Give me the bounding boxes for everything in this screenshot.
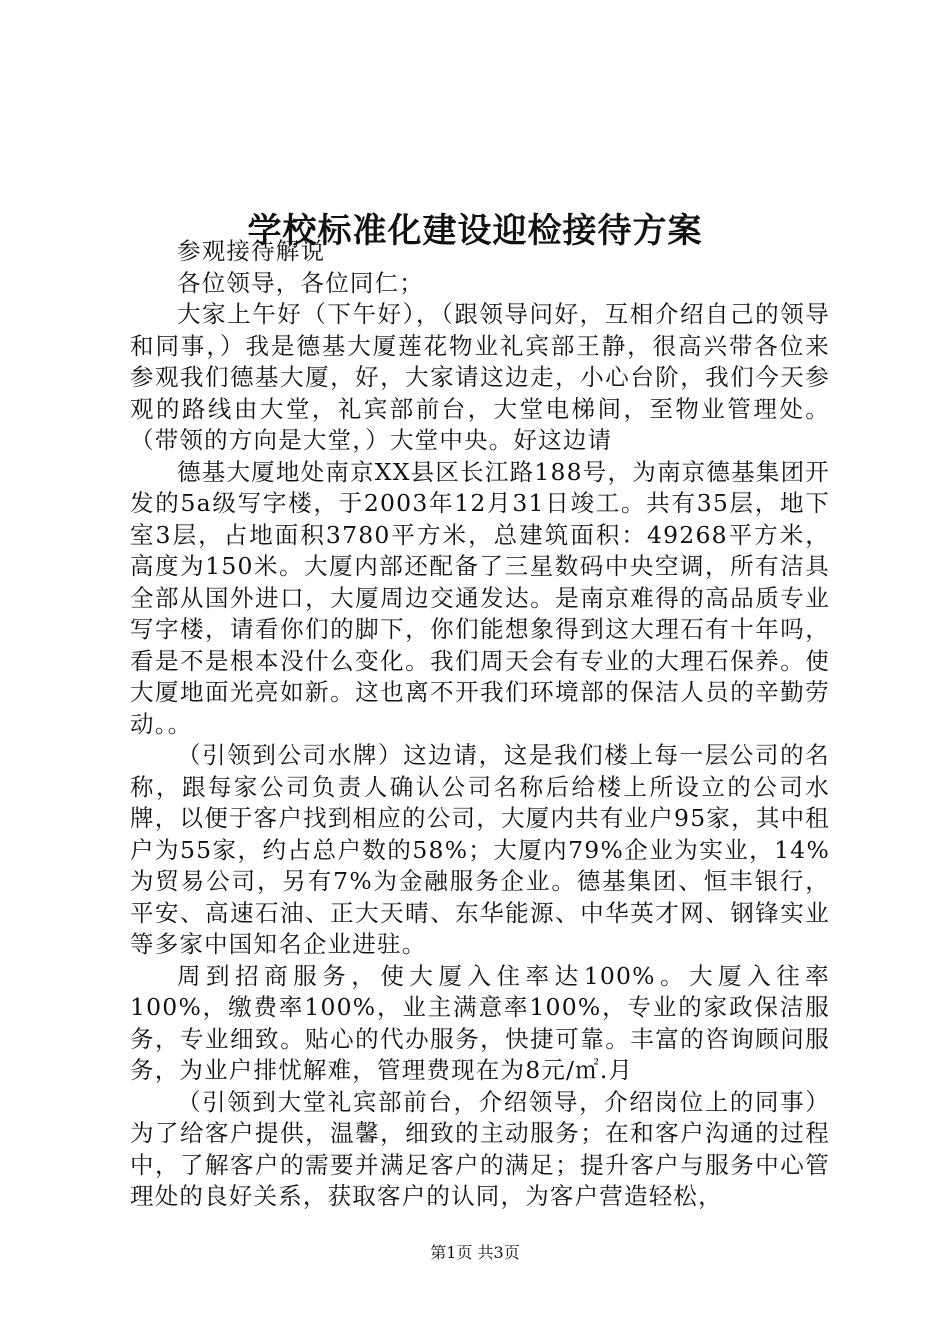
document-body: [130, 236, 830, 1213]
paragraph-company-board: （引领到公司水牌）这边请，这是我们楼上每一层公司的名称，跟每家公司负责人确认公司名称后给楼上所设立的公司水牌，以便于客户找到相应的公司，大厦内共有业户95家，其中租户为55家，约占总户数的58%；大厦内79%企业为实业，14%为贸易公司，另有7%为金融服务企业。德基集团、恒丰银行，平安、高速石油、正大天晴、东华能源、中华英才网、钢锋实业等多家中国知名企业进驻。: [130, 741, 830, 958]
document-title: 学校标准化建设迎检接待方案: [247, 210, 703, 251]
paragraph-building-info: 德基大厦地处南京XX县区长江路188号，为南京德基集团开发的5a级写字楼，于2003年12月31日竣工。共有35层，地下室3层，占地面积3780平方米，总建筑面积：49268平方米，高度为150米。大厦内部还配备了三星数码中央空调，所有洁具全部从国外进口，大厦周边交通发达。是南京难得的高品质专业写字楼，请看你们的脚下，你们能想象得到这大理石有十年吗，看是不是根本没什么变化。我们周天会有专业的大理石保养。使大厦地面光亮如新。这也离不开我们环境部的保洁人员的辛勤劳动。。: [130, 457, 830, 738]
paragraph-front-desk: （引领到大堂礼宾部前台，介绍领导，介绍岗位上的同事）为了给客户提供，温馨，细致的主动服务；在和客户沟通的过程中，了解客户的需要并满足客户的满足；提升客户与服务中心管理处的良好关系，获取客户的认同，为客户营造轻松，: [130, 1087, 830, 1210]
paragraph-tour-heading: 参观接待解说: [177, 237, 326, 265]
paragraph-services: 周到招商服务，使大厦入住率达100%。大厦入往率100%，缴费率100%，业主满意率100%，专业的家政保洁服务，专业细致。贴心的代办服务，快捷可靠。丰富的咨询顾问服务，为业户排忧解难，管理费现在为8元/㎡.月: [130, 961, 830, 1084]
paragraph-greeting: 各位领导，各位同仁；: [177, 268, 424, 297]
page-footer: 第1页 共3页: [430, 1243, 520, 1262]
paragraph-introduction: 大家上午好（下午好），（跟领导问好，互相介绍自己的领导和同事，）我是德基大厦莲花物业礼宾部王静，很高兴带各位来参观我们德基大厦，好，大家请这边走，小心台阶，我们今天参观的路线由大堂，礼宾部前台，大堂电梯间，至物业管理处。（带领的方向是大堂，）大堂中央。好这边请: [130, 300, 830, 454]
